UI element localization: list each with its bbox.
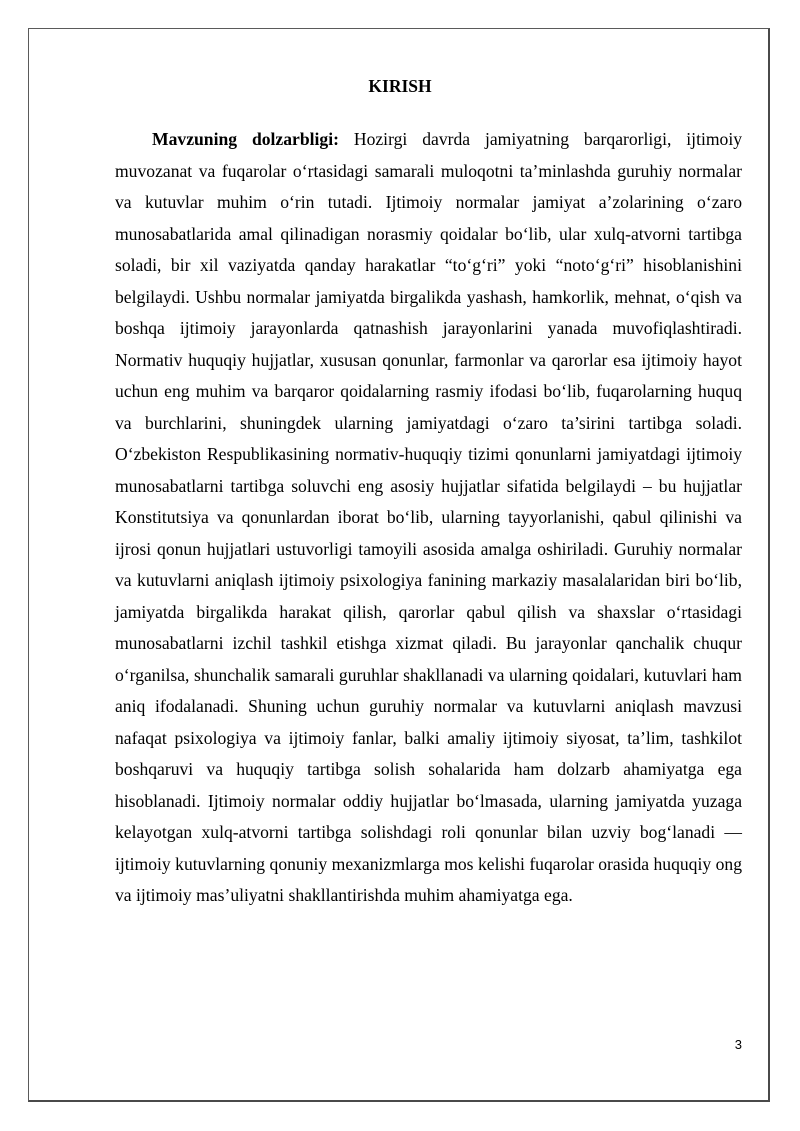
paragraph-lead: Mavzuning dolzarbligi:: [152, 129, 339, 149]
page-number: 3: [734, 1037, 742, 1052]
paragraph-text: Hozirgi davrda jamiyatning barqarorligi, ijtimoiy muvozanat va fuqarolar o‘rtasidagi samarali muloqotni ta’minlashda guruhiy normalar va kutuvlar muhim o‘rin tutadi. Ijtimoiy normalar jamiyat a’zolarining o‘zaro munosabatlarida amal qilinadigan norasmiy qoidalar bo‘lib, ular xulq-atvorni tartibga soladi, bir xil vaziyatda qanday harakatlar “to‘g‘ri” yoki “noto‘g‘ri” hisoblanishini belgilaydi. Ushbu normalar jamiyatda birgalikda yashash, hamkorlik, mehnat, o‘qish va boshqa ijtimoiy jarayonlarda qatnashish jarayonlarini yanada muvofiqlashtiradi. Normativ huquqiy hujjatlar, xususan qonunlar, farmonlar va qarorlar esa ijtimoiy hayot uchun eng muhim va barqaror qoidalarning rasmiy ifodasi bo‘lib, fuqarolarning huquq va burchlarini, shuningdek ularning jamiyatdagi o‘zaro ta’sirini tartibga soladi. O‘zbekiston Respublikasining normativ-huquqiy tizimi qonunlarni jamiyatdagi ijtimoiy munosabatlarni tartibga soluvchi eng asosiy hujjatlar sifatida belgilaydi – bu hujjatlar Konstitutsiya va qonunlardan iborat bo‘lib, ularning tayyorlanishi, qabul qilinishi va ijrosi qonun hujjatlari ustuvorligi tamoyili asosida amalga oshiriladi. Guruhiy normalar va kutuvlarni aniqlash ijtimoiy psixologiya fanining markaziy masalalaridan biri bo‘lib, jamiyatda birgalikda harakat qilish, qarorlar qabul qilish va shaxslar o‘rtasidagi munosabatlarni izchil tashkil etishga xizmat qiladi. Bu jarayonlar qanchalik chuqur o‘rganilsa, shunchalik samarali guruhlar shakllanadi va ularning qoidalari, kutuvlari ham aniq ifodalanadi. Shuning uchun guruhiy normalar va kutuvlarni aniqlash mavzusi nafaqat psixologiya va ijtimoiy fanlar, balki amaliy ijtimoiy siyosat, ta’lim, tashkilot boshqaruvi va huquqiy tartibga solish sohalarida ham dolzarb ahamiyatga ega hisoblanadi. Ijtimoiy normalar oddiy hujjatlar bo‘lmasada, ularning jamiyatda yuzaga kelayotgan xulq-atvorni tartibga solishdagi roli qonunlar bilan uzviy bog‘lanadi — ijtimoiy kutuvlarning qonuniy mexanizmlarga mos kelishi fuqarolar orasida huquqiy ong va ijtimoiy mas’uliyatni shakllantirishda muhim ahamiyatga ega.: [115, 129, 743, 905]
page-title: KIRISH: [368, 76, 432, 96]
body-paragraph: [115, 124, 742, 912]
